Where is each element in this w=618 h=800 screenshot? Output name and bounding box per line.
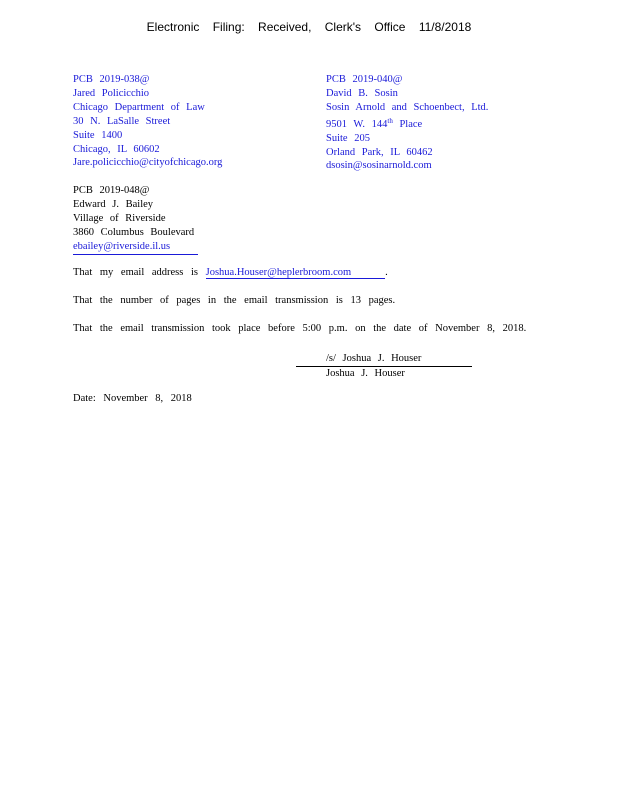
street-address: 3860 Columbus Boulevard bbox=[73, 226, 195, 238]
filing-header: Electronic Filing: Received, Clerk's Office 11/8/2018 bbox=[146, 20, 472, 34]
organization: Sosin Arnold and Schoenbect, Ltd. bbox=[326, 101, 489, 113]
service-block-third bbox=[73, 184, 198, 255]
email-statement: That my email address is Joshua.Houser@heplerbroom.com . bbox=[73, 267, 388, 278]
contact-name: Jared Policicchio bbox=[73, 87, 150, 99]
date-line: Date: November 8, 2018 bbox=[73, 393, 192, 404]
organization: Village of Riverside bbox=[73, 212, 166, 224]
email-address: dsosin@sosinarnold.com bbox=[326, 160, 432, 172]
service-block-left bbox=[73, 73, 222, 170]
street-address: 9501 W. 144th Place bbox=[326, 116, 423, 130]
service-block-right bbox=[326, 73, 488, 173]
street-address: 30 N. LaSalle Street bbox=[73, 115, 171, 127]
signature-block bbox=[296, 352, 472, 381]
sender-email-link[interactable]: Joshua.Houser@heplerbroom.com bbox=[206, 267, 386, 279]
contact-name: Edward J. Bailey bbox=[73, 198, 154, 210]
email-address: Jare.policicchio@cityofchicago.org bbox=[73, 157, 223, 169]
suite: Suite 1400 bbox=[73, 129, 123, 141]
city-state-zip: Orland Park, IL 60462 bbox=[326, 146, 433, 158]
pages-statement: That the number of pages in the email transmission is 13 pages. bbox=[73, 295, 396, 306]
organization: Chicago Department of Law bbox=[73, 101, 205, 113]
city-state-zip: Chicago, IL 60602 bbox=[73, 143, 160, 155]
email-link[interactable]: ebailey@riverside.il.us bbox=[73, 240, 198, 255]
case-number: PCB 2019-048@ bbox=[73, 185, 150, 196]
case-number: PCB 2019-038@ bbox=[73, 74, 150, 85]
contact-name: David B. Sosin bbox=[326, 87, 398, 99]
suite: Suite 205 bbox=[326, 132, 370, 144]
time-statement: That the email transmission took place before 5:00 p.m. on the date of November 8, 2018. bbox=[73, 323, 527, 334]
case-number: PCB 2019-040@ bbox=[326, 74, 403, 85]
signer-name: Joshua J. Houser bbox=[326, 367, 405, 379]
signature-line: /s/ Joshua J. Houser bbox=[296, 352, 472, 367]
